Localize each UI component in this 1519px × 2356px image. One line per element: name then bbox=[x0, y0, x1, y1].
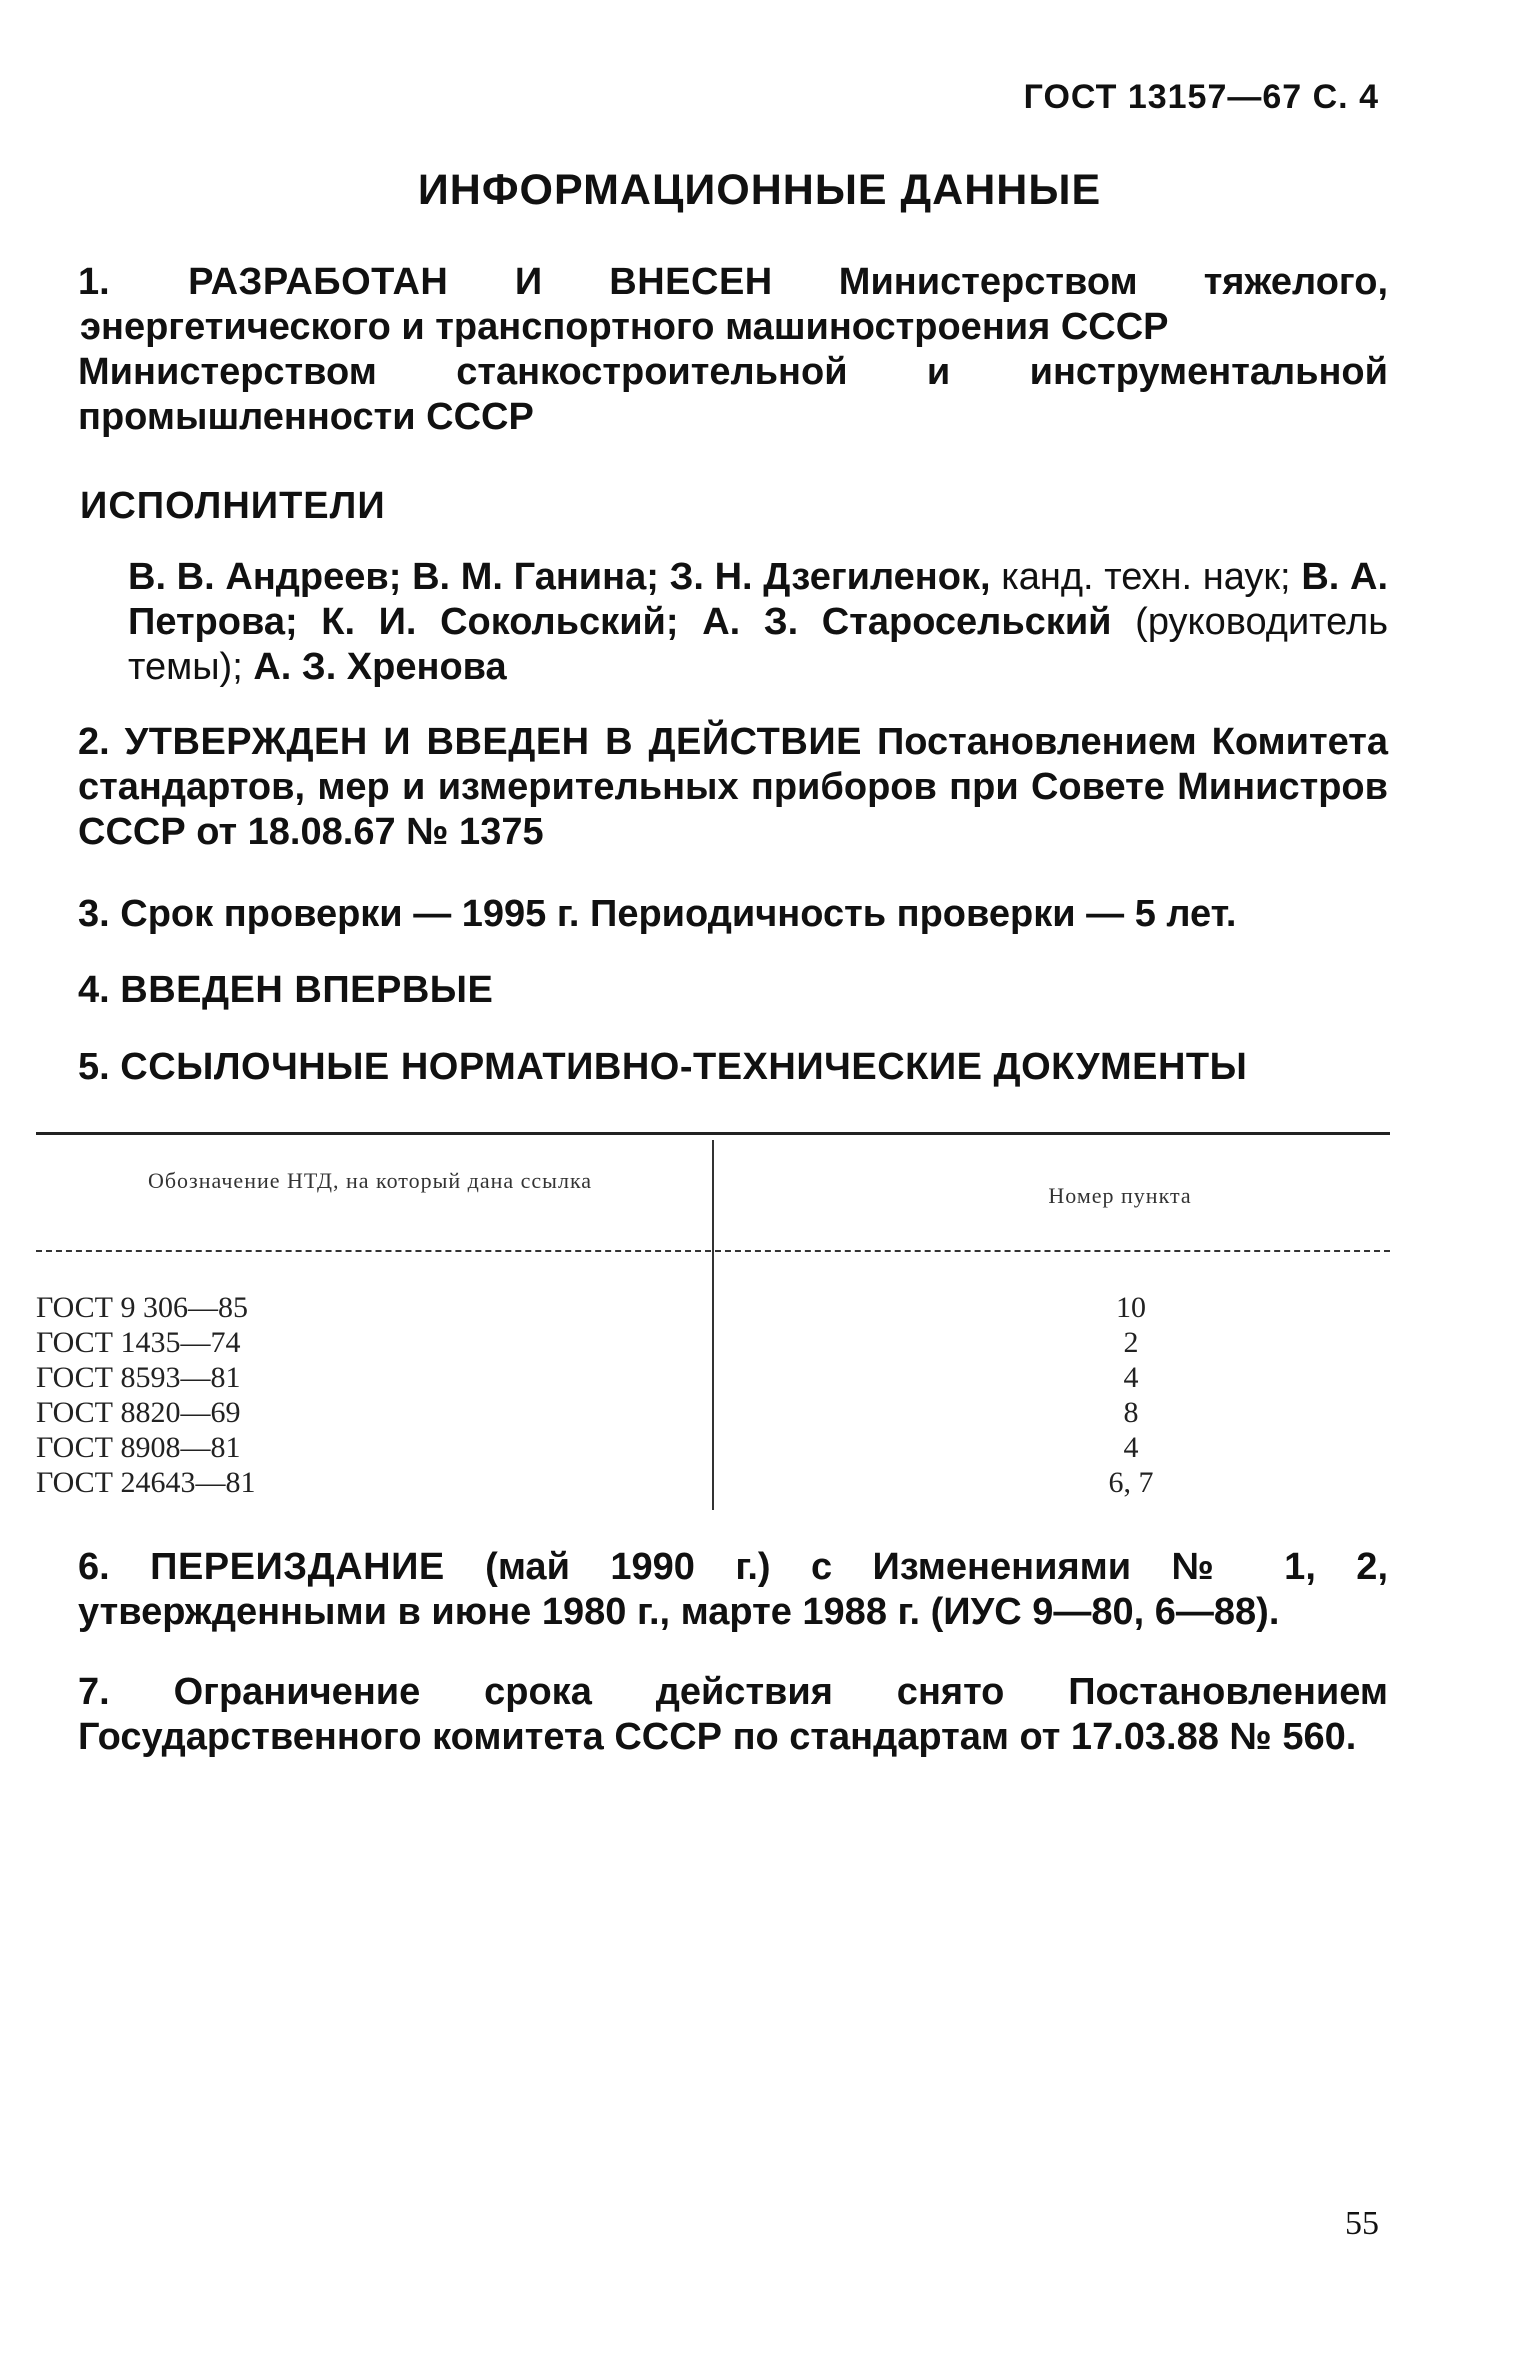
page-number: 55 bbox=[1345, 2205, 1379, 2242]
item-4 bbox=[78, 968, 1388, 1013]
table-row bbox=[36, 1395, 1390, 1430]
performers-list bbox=[128, 555, 1388, 690]
table-cell-document: ГОСТ 24643—81 bbox=[36, 1466, 256, 1499]
item-1-lead: РАЗРАБОТАН И ВНЕСЕН bbox=[188, 261, 773, 303]
table-cell-document: ГОСТ 9 306—85 bbox=[36, 1291, 248, 1324]
table-header-rule bbox=[36, 1250, 1390, 1252]
table-cell-document: ГОСТ 8593—81 bbox=[36, 1361, 241, 1394]
table-cell-point: 10 bbox=[1116, 1291, 1146, 1324]
item-2-number: 2. bbox=[78, 721, 110, 763]
item-4-text: ВВЕДЕН ВПЕРВЫЕ bbox=[120, 969, 494, 1011]
table-cell-document: ГОСТ 8820—69 bbox=[36, 1396, 241, 1429]
table-cell-point: 2 bbox=[1123, 1326, 1139, 1359]
item-2 bbox=[78, 720, 1388, 855]
item-4-number: 4. bbox=[78, 969, 110, 1011]
reference-table-rows bbox=[36, 1290, 1390, 1500]
item-1-number: 1. bbox=[78, 261, 110, 303]
item-6-number: 6. bbox=[78, 1546, 110, 1588]
item-2-text: Постановлением Комитета стандартов, мер и измерительных приборов при Совете Министров СССР от 18.08.67 № 1375 bbox=[78, 721, 1388, 853]
item-3-text: Срок проверки — 1995 г. Периодичность проверки — 5 лет. bbox=[120, 893, 1237, 935]
item-7-text: Ограничение срока действия снято Постановлением Государственного комитета СССР по стандартам от 17.03.88 № 560. bbox=[78, 1671, 1389, 1758]
item-6 bbox=[78, 1545, 1388, 1635]
table-cell-point: 8 bbox=[1123, 1396, 1139, 1429]
table-row bbox=[36, 1325, 1390, 1360]
item-1 bbox=[78, 260, 1388, 440]
table-row bbox=[36, 1290, 1390, 1325]
item-1-developer: Министерством тяжелого, энергетического и транспортного машиностроения СССР bbox=[80, 261, 1388, 348]
table-row bbox=[36, 1465, 1390, 1500]
table-header-point: Номер пункта bbox=[1048, 1183, 1192, 1208]
table-cell-document: ГОСТ 1435—74 bbox=[36, 1326, 241, 1359]
table-header-document: Обозначение НТД, на который дана ссылка bbox=[147, 1168, 593, 1193]
table-cell-point: 4 bbox=[1123, 1431, 1139, 1464]
table-top-rule bbox=[36, 1132, 1390, 1135]
item-5-number: 5. bbox=[78, 1046, 110, 1088]
item-6-text: (май 1990 г.) с Изменениями № 1, 2, утвержденными в июне 1980 г., марте 1988 г. (ИУС 9—80, 6—88). bbox=[78, 1546, 1388, 1633]
item-2-lead: УТВЕРЖДЕН И ВВЕДЕН В ДЕЙСТВИЕ bbox=[124, 721, 862, 763]
item-7-number: 7. bbox=[78, 1671, 110, 1713]
table-row bbox=[36, 1430, 1390, 1465]
item-7 bbox=[78, 1670, 1388, 1760]
item-6-lead: ПЕРЕИЗДАНИЕ bbox=[150, 1546, 445, 1588]
item-3-number: 3. bbox=[78, 893, 110, 935]
performers-degree: канд. техн. наук; bbox=[1001, 556, 1291, 598]
item-1-second-ministry: Министерством станкостроительной и инструментальной промышленности СССР bbox=[78, 351, 1388, 438]
page-title: ИНФОРМАЦИОННЫЕ ДАННЫЕ bbox=[417, 166, 1102, 214]
performers-names-a: В. В. Андреев; В. М. Ганина; З. Н. Дзегиленок, bbox=[128, 556, 991, 598]
item-5 bbox=[78, 1045, 1388, 1090]
performers-role: (руководитель темы); bbox=[128, 601, 1388, 688]
item-5-text: ССЫЛОЧНЫЕ НОРМАТИВНО-ТЕХНИЧЕСКИЕ ДОКУМЕНТЫ bbox=[120, 1046, 1248, 1088]
table-row bbox=[36, 1360, 1390, 1395]
table-cell-document: ГОСТ 8908—81 bbox=[36, 1431, 241, 1464]
table-cell-point: 4 bbox=[1123, 1361, 1139, 1394]
performers-names-b: В. А. Петрова; К. И. Сокольский; А. З. Старосельский bbox=[128, 556, 1388, 643]
document-reference: ГОСТ 13157—67 С. 4 bbox=[1023, 78, 1379, 116]
performers-names-c: А. З. Хренова bbox=[253, 646, 507, 688]
table-cell-point: 6, 7 bbox=[1108, 1466, 1154, 1499]
performers-title: ИСПОЛНИТЕЛИ bbox=[80, 485, 386, 527]
item-3 bbox=[78, 892, 1388, 937]
